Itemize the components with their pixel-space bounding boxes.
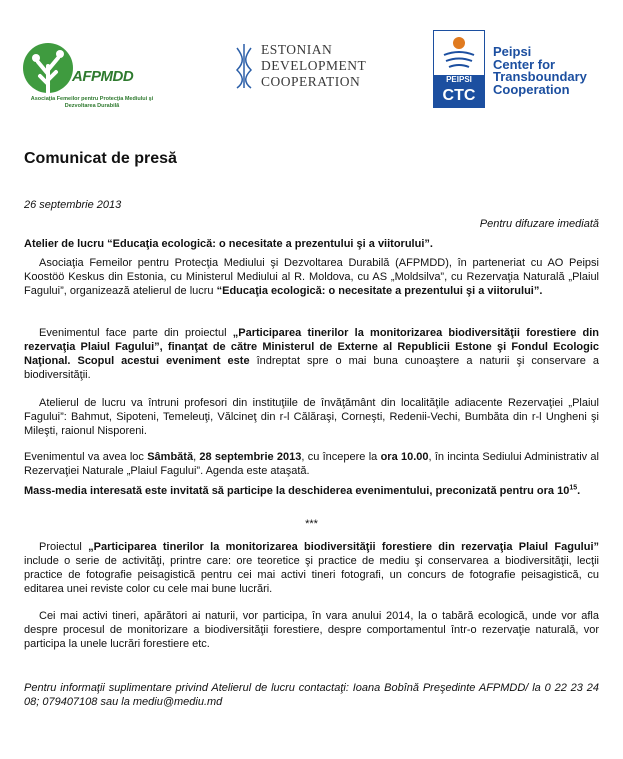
release-note: Pentru difuzare imediată <box>479 218 599 230</box>
paragraph-camp: Cei mai activi tineri, apărători ai naturii, vor participa, în vara anului 2014, la o tabără ecologică, unde vor afla despre procesul de monitorizare a biodiversităţii forestiere, despre comportamentul într-o rezervaţie naturală, vor participa la unele lucrări forestiere etc. <box>24 610 599 650</box>
peipsi-center-text: Peipsi Center for Transboundary Cooperation <box>493 44 587 97</box>
paragraph-participants: Atelierul de lucru va întruni profesori din instituţiile de învăţământ din localităţile adiacente Rezervaţiei „Plaiul Fagului”: Bahmut, Sipoteni, Temeleuţi, Vălcineţ din r-l Călăraşi, Corneşti, Redenii-Vechi, Bumbăta din r-l Ungheni şi Mileşti, raionul Nisporeni. <box>24 397 599 437</box>
header-logos <box>0 22 623 112</box>
afpmdd-logo <box>22 40 162 112</box>
contact-info: Pentru informaţii suplimentare privind Atelierul de lucru contactaţi: Ioana Bobînă Preşedinte AFPMDD/ la 0 22 23 24 08; 079407108 sau la mediu@mediu.md <box>24 682 599 708</box>
separator: *** <box>305 518 318 530</box>
estonian-emblem-icon <box>233 42 255 90</box>
paragraph-activities: Proiectul „Participarea tinerilor la monitorizarea biodiversităţii forestiere din rezervaţia Plaiul Fagului” include o serie de activităţi, printre care: ore teoretice şi practice de mediu şi conservarea a biodiversităţii, lecţii practice de fotografie peisagistică pentru cei mai activi tineri fotografi, un concurs de fotografie peisagistică, cu editarea unei reviste color cu cele mai bune lucrări. <box>24 541 600 595</box>
page-title: Comunicat de presă <box>24 150 177 167</box>
peipsi-emblem-icon <box>434 31 484 73</box>
afpmdd-abbr: AFPMDD <box>72 68 134 85</box>
peipsi-box: PEIPSI CTC <box>433 30 485 108</box>
afpmdd-name: Asociaţia Femeilor pentru Protecţia Mediului şi Dezvoltarea Durabilă <box>30 96 154 109</box>
paragraph-media-invite: Mass-media interesată este invitată să participe la deschiderea evenimentului, preconizată pentru ora $10^{15}$. <box>24 484 581 497</box>
paragraph-project: Evenimentul face parte din proiectul „Participarea tinerilor la monitorizarea biodiversităţii forestiere din rezervaţia Plaiul Fagului”, finanţat de către Ministerul de Externe al Republicii Estone şi Fondul Ecologic Naţional. Scopul acestui eveniment este îndreptat spre o mai buna cunoaştere a naturii şi conservare a biodiversităţii. <box>24 327 600 381</box>
estonian-cooperation-logo <box>233 42 373 102</box>
paragraph-intro: Asociaţia Femeilor pentru Protecţia Mediului şi Dezvoltarea Durabilă (AFPMDD), în parteneriat cu AO Peipsi Koostöö Keskus din Estonia, cu Ministerul Mediului al R. Moldova, cu AS „Moldsilva”, cu Rezervaţia Naturală „Plaiul Fagului”, organizează atelierul de lucru “Educaţia ecologică: o necesitate a prezentului şi a viitorului”. <box>24 257 599 297</box>
estonian-cooperation-text: ESTONIAN DEVELOPMENT COOPERATION <box>261 42 367 89</box>
peipsi-ctc-logo <box>433 30 613 114</box>
release-date: 26 septembrie 2013 <box>24 199 122 211</box>
headline: Atelier de lucru “Educaţia ecologică: o necesitate a prezentului şi a viitorului”. <box>24 238 433 250</box>
paragraph-event-details: Evenimentul va avea loc Sâmbătă, 28 septembrie 2013, cu începere la ora 10.00, în incinta Sediului Administrativ al Rezervaţiei Naturale „Plaiul Fagului”. Agenda este ataşată. <box>24 451 599 477</box>
tree-icon <box>22 40 74 100</box>
